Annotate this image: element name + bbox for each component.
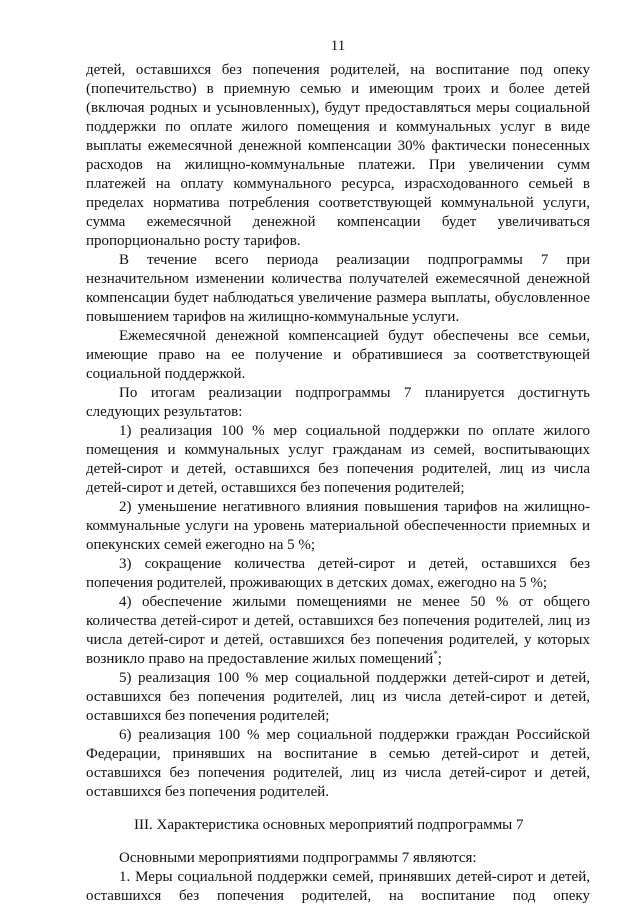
paragraph-activity-1: 1. Меры социальной поддержки семей, принявших детей-сирот и детей, оставшихся без попечения родителей, на воспитание под опеку: [86, 869, 590, 904]
paragraph-compensation-terms: детей, оставшихся без попечения родителей, на воспитание под опеку (попечительство) в приемную семью и имеющим троих и более детей (включая родных и усыновленных), будут предоставляться меры социальной поддержки по оплате жилого помещения и коммунальных услуг в виде выплаты ежемесячной денежной компенсации 30% фактически понесенных расходов на жилищно-коммунальные платежи. При увеличении сумм платежей на оплату коммунального ресурса, израсходованного семьей в пределах норматива потребления соответствующей коммунальной услуги, сумма ежемесячной денежной компенсации будет увеличиваться пропорционально росту тарифов.: [86, 62, 590, 249]
result-item-2: 2) уменьшение негативного влияния повышения тарифов на жилищно-коммунальные услуги на уровень материальной обеспеченности приемных и опекунских семей ежегодно на 5 %;: [86, 499, 590, 553]
paragraph-coverage: Ежемесячной денежной компенсацией будут обеспечены все семьи, имеющие право на ее получение и обратившиеся за соответствующей социальной поддержкой.: [86, 328, 590, 382]
result-item-4: [86, 593, 590, 669]
result-item-6: 6) реализация 100 % мер социальной поддержки граждан Российской Федерации, принявших на воспитание в семью детей-сирот и детей, оставшихся без попечения родителей, лиц из числа детей-сирот и детей, оставшихся без попечения родителей.: [86, 727, 590, 800]
paragraph-results-intro: По итогам реализации подпрограммы 7 планируется достигнуть следующих результатов:: [86, 385, 590, 420]
result-item-5: 5) реализация 100 % мер социальной поддержки детей-сирот и детей, оставшихся без попечения родителей, лиц из числа детей-сирот и детей, оставшихся без попечения родителей;: [86, 670, 590, 724]
footnote-mark: *: [433, 649, 438, 659]
result-item-4-end: ;: [437, 651, 442, 667]
result-item-3: 3) сокращение количества детей-сирот и детей, оставшихся без попечения родителей, проживающих в детских домах, ежегодно на 5 %;: [86, 556, 590, 591]
result-item-4-text: 4) обеспечение жилыми помещениями не менее 50 % от общего количества детей-сирот и детей, оставшихся без попечения родителей, лиц из числа детей-сирот и детей, оставшихся без попечения родителей, у которых возникло право на предоставление жилых помещений: [86, 594, 590, 667]
result-item-1: 1) реализация 100 % мер социальной поддержки по оплате жилого помещения и коммунальных услуг гражданам из семей, воспитывающих детей-сирот и детей, оставшихся без попечения родителей, лиц из числа детей-сирот и детей, оставшихся без попечения родителей;: [86, 423, 590, 496]
section-heading: III. Характеристика основных мероприятий подпрограммы 7: [134, 817, 524, 833]
paragraph-period: В течение всего периода реализации подпрограммы 7 при незначительном изменении количества получателей ежемесячной денежной компенсации будет наблюдаться увеличение размера выплаты, обусловленное повышением тарифов на жилищно-коммунальные услуги.: [86, 252, 590, 325]
paragraph-main-activities: Основными мероприятиями подпрограммы 7 являются:: [119, 850, 477, 866]
page-number: 11: [330, 38, 346, 54]
